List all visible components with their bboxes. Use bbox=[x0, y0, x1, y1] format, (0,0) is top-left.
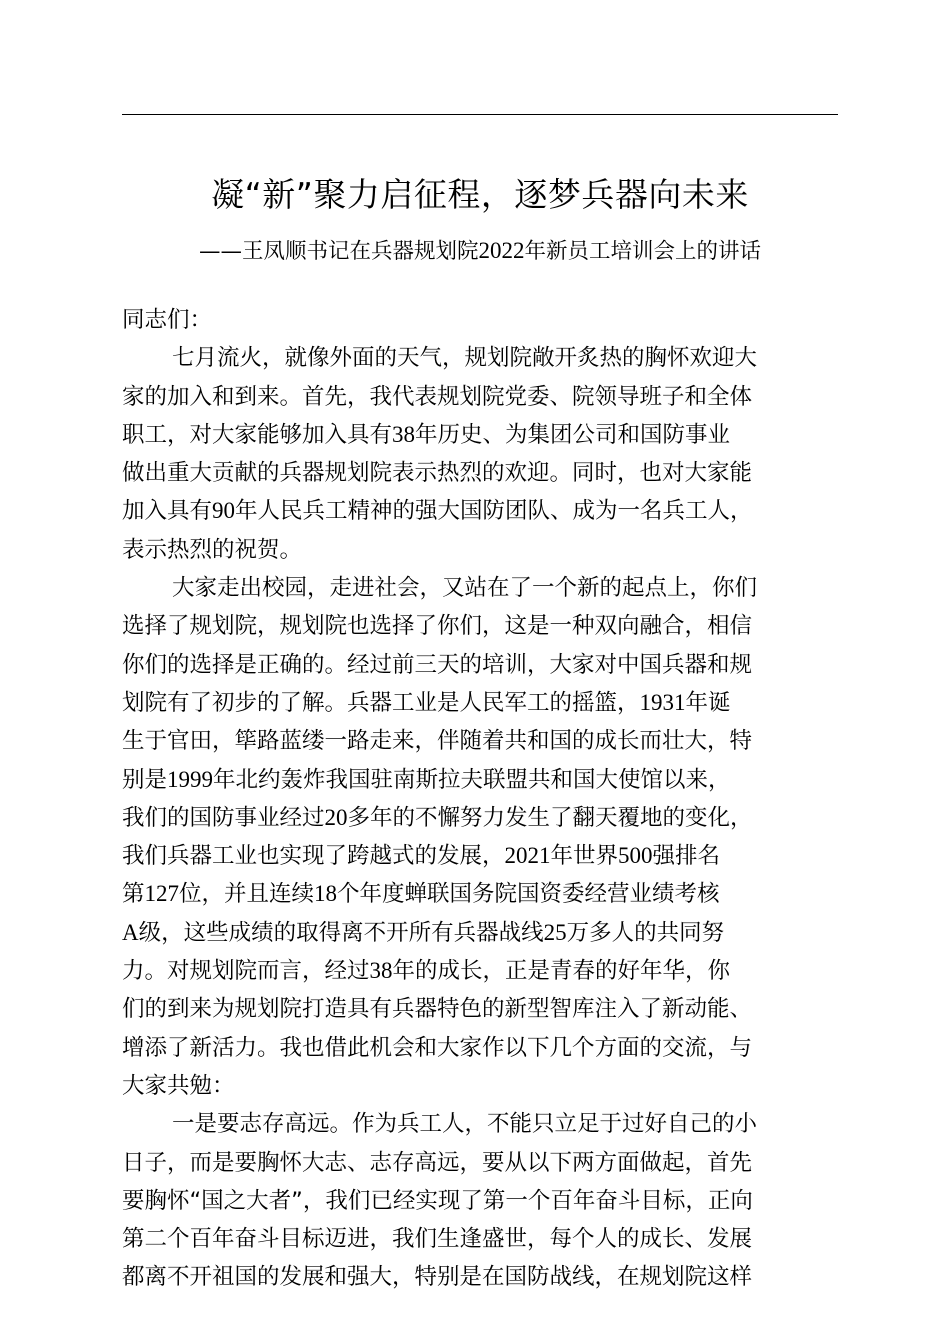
paragraph-line: 我们的国防事业经过20多年的不懈努力发生了翻天覆地的变化， bbox=[122, 804, 753, 831]
paragraph-line: 都离不开祖国的发展和强大，特别是在国防战线，在规划院这样 bbox=[122, 1264, 753, 1291]
paragraph-line: 职工，对大家能够加入具有38年历史、为集团公司和国防事业 bbox=[122, 421, 731, 448]
paragraph-line: 划院有了初步的了解。兵器工业是人民军工的摇篮，1931年诞 bbox=[122, 689, 731, 716]
paragraph-line: 加入具有90年人民兵工精神的强大国防团队、成为一名兵工人， bbox=[122, 498, 753, 525]
paragraph-line: 你们的选择是正确的。经过前三天的培训，大家对中国兵器和规 bbox=[122, 651, 753, 678]
paragraph-line: A级，这些成绩的取得离不开所有兵器战线25万多人的共同努 bbox=[122, 919, 725, 946]
paragraph-line: 一是要志存高远。作为兵工人，不能只立足于过好自己的小 bbox=[172, 1111, 758, 1138]
paragraph-line: 家的加入和到来。首先，我代表规划院党委、院领导班子和全体 bbox=[122, 383, 753, 410]
paragraph-line: 增添了新活力。我也借此机会和大家作以下几个方面的交流，与 bbox=[122, 1034, 753, 1061]
paragraph-line: 们的到来为规划院打造具有兵器特色的新型智库注入了新动能、 bbox=[122, 996, 753, 1023]
paragraph-line: 大家走出校园，走进社会，又站在了一个新的起点上，你们 bbox=[172, 575, 758, 602]
paragraph-line: 别是1999年北约轰炸我国驻南斯拉夫联盟共和国大使馆以来， bbox=[122, 766, 731, 793]
paragraph-line: 大家共勉： bbox=[122, 1072, 235, 1099]
paragraph-line: 选择了规划院，规划院也选择了你们，这是一种双向融合，相信 bbox=[122, 613, 753, 640]
paragraph-line: 生于官田，筚路蓝缕一路走来，伴随着共和国的成长而壮大，特 bbox=[122, 728, 753, 755]
paragraph-line: 第127位，并且连续18个年度蝉联国务院国资委经营业绩考核 bbox=[122, 881, 720, 908]
paragraph-line: 七月流火，就像外面的天气，规划院敞开炙热的胸怀欢迎大 bbox=[172, 345, 758, 372]
document-title: 凝“新”聚力启征程，逐梦兵器向未来 bbox=[211, 175, 749, 214]
paragraph-line: 我们兵器工业也实现了跨越式的发展，2021年世界500强排名 bbox=[122, 843, 721, 870]
speech-body bbox=[122, 301, 858, 1297]
paragraph-line: 表示热烈的祝贺。 bbox=[122, 536, 303, 563]
paragraph-line: 力。对规划院而言，经过38年的成长，正是青春的好年华，你 bbox=[122, 958, 731, 985]
paragraph-line: 做出重大贡献的兵器规划院表示热烈的欢迎。同时，也对大家能 bbox=[122, 460, 753, 487]
paragraph-line: 要胸怀“国之大者”，我们已经实现了第一个百年奋斗目标，正向 bbox=[122, 1187, 753, 1214]
paragraph-line: 日子，而是要胸怀大志、志存高远，要从以下两方面做起，首先 bbox=[122, 1149, 753, 1176]
paragraph-line: 第二个百年奋斗目标迈进，我们生逢盛世，每个人的成长、发展 bbox=[122, 1226, 753, 1253]
header-rule bbox=[122, 114, 838, 115]
salutation: 同志们： bbox=[122, 307, 213, 333]
document-subtitle: ——王凤顺书记在兵器规划院2022年新员工培训会上的讲话 bbox=[198, 238, 762, 264]
